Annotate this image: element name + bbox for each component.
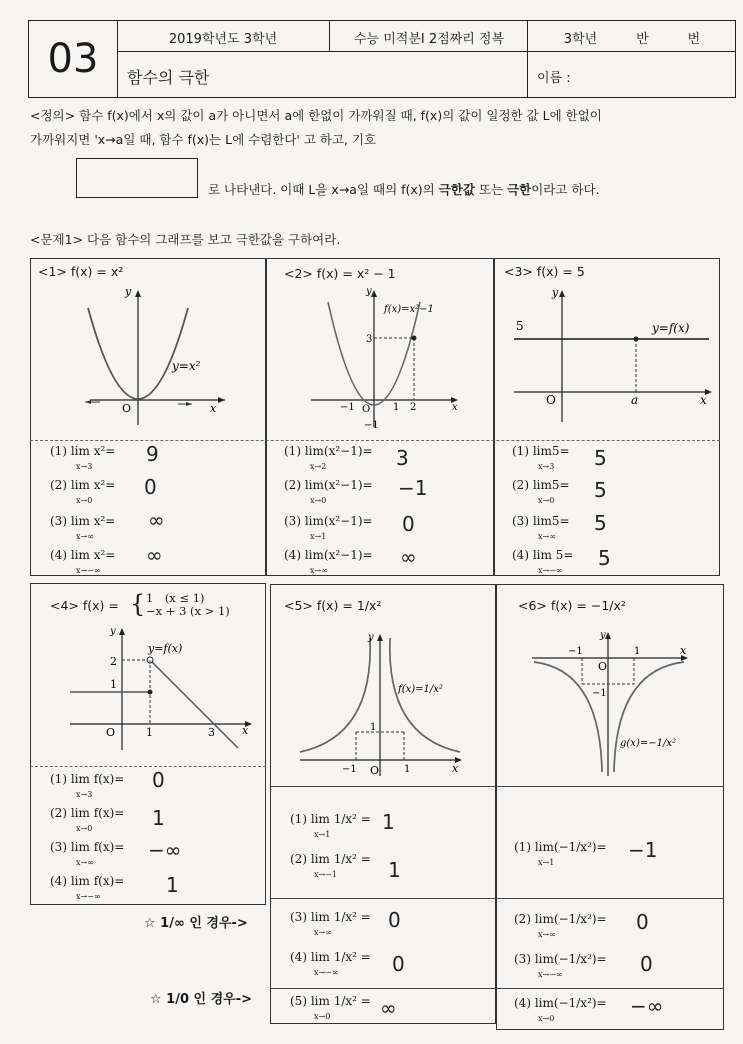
svg-text:1: 1 bbox=[146, 726, 153, 739]
curve-label: y=x² bbox=[172, 359, 201, 373]
definition-line-2: 가까워지면 'x→a일 때, 함수 f(x)는 L에 수렴한다' 고 하고, 기호 bbox=[30, 132, 377, 147]
graph-shifted-parabola bbox=[266, 282, 494, 440]
answer: 0 bbox=[402, 512, 415, 536]
svg-text:y: y bbox=[552, 286, 559, 299]
brace: { bbox=[130, 590, 146, 618]
answer: 5 bbox=[598, 546, 611, 570]
panel-1-title: <1> f(x) = x² bbox=[38, 264, 124, 279]
answer: 0 bbox=[144, 475, 157, 499]
curve-label: f(x)=1/x² bbox=[398, 684, 443, 695]
course-title: 수능 미적분I 2점짜리 정복 bbox=[353, 32, 505, 47]
answer: −∞ bbox=[148, 838, 182, 862]
row-divider bbox=[270, 786, 724, 787]
definition-line-3: 로 나타낸다. 이때 L을 x→a일 때의 f(x)의 극한값 또는 극한이라고 하다. bbox=[208, 182, 600, 197]
svg-text:x: x bbox=[452, 402, 458, 413]
svg-text:O: O bbox=[106, 726, 116, 739]
panel-6-title: <6> f(x) = −1/x² bbox=[518, 598, 626, 613]
svg-text:1: 1 bbox=[370, 722, 377, 733]
curve-label: g(x)=−1/x² bbox=[620, 738, 676, 749]
svg-text:5: 5 bbox=[516, 319, 524, 333]
header-divider bbox=[117, 51, 735, 52]
answer: 0 bbox=[640, 952, 653, 976]
graph-piecewise bbox=[30, 620, 266, 766]
row-divider bbox=[30, 766, 266, 767]
svg-text:1: 1 bbox=[393, 402, 400, 413]
svg-text:1: 1 bbox=[634, 646, 641, 657]
svg-text:3: 3 bbox=[366, 334, 373, 345]
answer: 1 bbox=[382, 810, 395, 834]
svg-text:y: y bbox=[125, 285, 132, 298]
panel-2-title: <2> f(x) = x² − 1 bbox=[284, 266, 396, 281]
svg-text:−1: −1 bbox=[340, 402, 355, 413]
svg-text:x: x bbox=[242, 724, 249, 737]
answer: ∞ bbox=[400, 545, 417, 569]
answer: 0 bbox=[152, 768, 165, 792]
problem-1-title: <문제1> 다음 함수의 그래프를 보고 극한값을 구하여라. bbox=[30, 232, 341, 247]
answer: 0 bbox=[636, 910, 649, 934]
svg-text:O: O bbox=[546, 393, 556, 407]
definition-label: <정의> bbox=[30, 108, 76, 123]
svg-text:O: O bbox=[362, 404, 371, 415]
answer: 5 bbox=[594, 446, 607, 470]
svg-text:1: 1 bbox=[110, 678, 117, 691]
svg-text:−1: −1 bbox=[592, 688, 607, 699]
school-year: 2019학년도 3학년 bbox=[168, 32, 278, 47]
svg-text:y: y bbox=[368, 632, 374, 643]
curve-label: f(x)=x²−1 bbox=[384, 304, 434, 315]
graph-reciprocal-square bbox=[270, 626, 496, 784]
answer: −1 bbox=[628, 838, 658, 862]
svg-text:x: x bbox=[452, 762, 459, 775]
answer: ∞ bbox=[146, 543, 163, 567]
svg-text:x: x bbox=[700, 393, 707, 407]
piece-1: 1 (x ≤ 1) bbox=[146, 591, 205, 605]
answer: 1 bbox=[152, 806, 165, 830]
row-divider bbox=[270, 988, 724, 989]
piece-2: −x + 3 (x > 1) bbox=[146, 604, 230, 618]
definition-line-1: <정의> 함수 f(x)에서 x의 값이 a가 아니면서 a에 한없이 가까워질 때, f(x)의 값이 일정한 값 L에 한없이 bbox=[30, 108, 602, 123]
worksheet-header bbox=[28, 20, 736, 98]
answer: 0 bbox=[388, 908, 401, 932]
svg-text:3: 3 bbox=[208, 726, 215, 739]
svg-text:−1: −1 bbox=[364, 420, 379, 431]
svg-text:y: y bbox=[366, 286, 372, 297]
answer: ∞ bbox=[380, 996, 397, 1020]
curve-label: y=f(x) bbox=[652, 321, 690, 335]
svg-text:y: y bbox=[600, 630, 606, 641]
answer: ∞ bbox=[148, 508, 165, 532]
answer: 9 bbox=[146, 442, 159, 466]
blank-notation-box bbox=[76, 158, 198, 198]
svg-text:2: 2 bbox=[410, 402, 417, 413]
graph-constant bbox=[494, 282, 720, 440]
note-infinity-case: ☆ 1/∞ 인 경우-> bbox=[144, 916, 248, 931]
svg-text:O: O bbox=[370, 764, 380, 777]
svg-text:O: O bbox=[598, 660, 608, 673]
name-label: 이름 : bbox=[537, 71, 571, 86]
svg-text:−1: −1 bbox=[342, 764, 357, 775]
panel-3-title: <3> f(x) = 5 bbox=[504, 264, 585, 279]
answer: 1 bbox=[388, 858, 401, 882]
answer: 0 bbox=[392, 952, 405, 976]
svg-text:y: y bbox=[110, 626, 116, 637]
answer: 5 bbox=[594, 511, 607, 535]
panel-4-title: <4> f(x) = bbox=[50, 598, 119, 613]
row-divider bbox=[270, 898, 724, 899]
graph-parabola bbox=[30, 280, 266, 440]
graph-negative-reciprocal-square bbox=[496, 626, 724, 784]
svg-text:O: O bbox=[122, 402, 132, 415]
answer: 3 bbox=[396, 446, 409, 470]
worksheet-number: 03 bbox=[29, 21, 118, 97]
answer: 5 bbox=[594, 478, 607, 502]
svg-text:1: 1 bbox=[404, 764, 411, 775]
svg-text:a: a bbox=[631, 393, 639, 407]
row-divider bbox=[30, 440, 720, 441]
svg-text:2: 2 bbox=[110, 655, 117, 668]
answer: −∞ bbox=[630, 994, 664, 1018]
class-info: 3학년 반 번 bbox=[563, 32, 701, 47]
curve-label: y=f(x) bbox=[148, 642, 183, 655]
answer: −1 bbox=[398, 476, 428, 500]
note-zero-case: ☆ 1/0 인 경우-> bbox=[150, 992, 253, 1007]
answer: 1 bbox=[166, 873, 179, 897]
panel-5-title: <5> f(x) = 1/x² bbox=[284, 598, 382, 613]
svg-text:−1: −1 bbox=[568, 646, 583, 657]
svg-text:x: x bbox=[680, 644, 687, 657]
topic-title: 함수의 극한 bbox=[127, 68, 210, 87]
svg-text:x: x bbox=[210, 402, 217, 415]
